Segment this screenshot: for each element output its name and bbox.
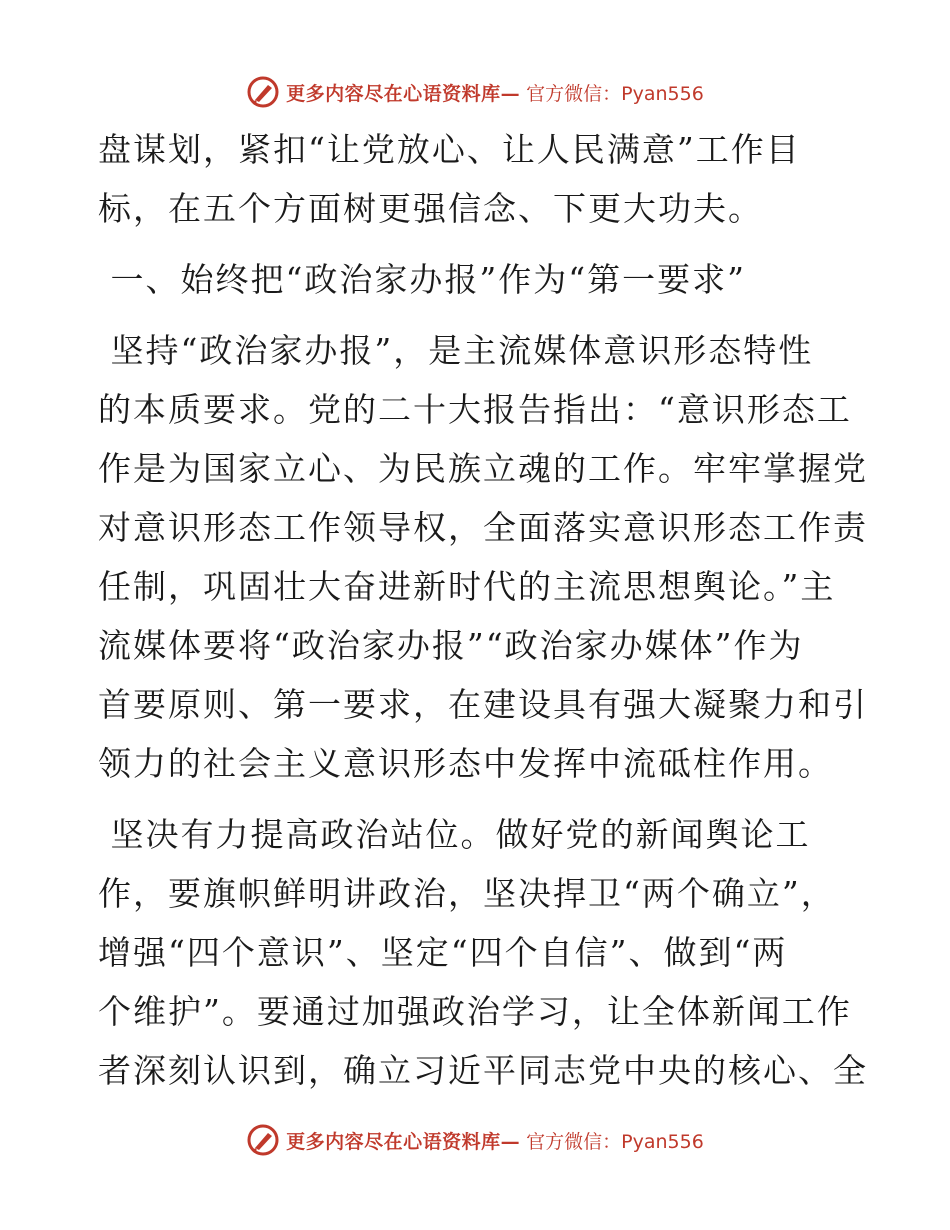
paragraph	[98, 120, 858, 238]
paragraph	[98, 321, 868, 793]
pen-logo-icon	[246, 1123, 280, 1157]
text-line: 的本质要求。党的二十大报告指出：“意识形态工	[98, 390, 852, 429]
watermark-header	[0, 72, 950, 112]
watermark-text: 更多内容尽在心语资料库—	[286, 1130, 521, 1153]
text-line: 增强“四个意识”、坚定“四个自信”、做到“两	[98, 933, 788, 972]
watermark-contact: 官方微信：Pyan556	[526, 1130, 704, 1153]
text-line: 个维护”。要通过加强政治学习，让全体新闻工作	[98, 992, 852, 1031]
pen-logo-icon	[246, 75, 280, 109]
section-heading	[98, 250, 858, 309]
text-line: 对意识形态工作领导权，全面落实意识形态工作责	[98, 508, 868, 547]
text-line: 者深刻认识到，确立习近平同志党中央的核心、全	[98, 1051, 868, 1090]
text-line: 作，要旗帜鲜明讲政治，坚决捍卫“两个确立”，	[98, 874, 836, 913]
text-line: 一、始终把“政治家办报”作为“第一要求”	[98, 260, 746, 299]
text-line: 任制，巩固壮大奋进新时代的主流思想舆论。”主	[98, 567, 836, 606]
text-line: 盘谋划，紧扣“让党放心、让人民满意”工作目	[98, 130, 801, 169]
text-line: 流媒体要将“政治家办报”“政治家办媒体”作为	[98, 626, 804, 665]
text-line: 标，在五个方面树更强信念、下更大功夫。	[98, 189, 763, 228]
text-line: 作是为国家立心、为民族立魂的工作。牢牢掌握党	[98, 449, 868, 488]
watermark-contact: 官方微信：Pyan556	[526, 82, 704, 105]
document-body	[98, 120, 868, 1100]
watermark-footer	[0, 1120, 950, 1160]
watermark-text: 更多内容尽在心语资料库—	[286, 82, 521, 105]
text-line: 坚决有力提高政治站位。做好党的新闻舆论工	[98, 815, 811, 854]
text-line: 领力的社会主义意识形态中发挥中流砥柱作用。	[98, 744, 833, 783]
text-line: 首要原则、第一要求，在建设具有强大凝聚力和引	[98, 685, 868, 724]
paragraph	[98, 805, 868, 1100]
text-line: 坚持“政治家办报”，是主流媒体意识形态特性	[98, 331, 814, 370]
